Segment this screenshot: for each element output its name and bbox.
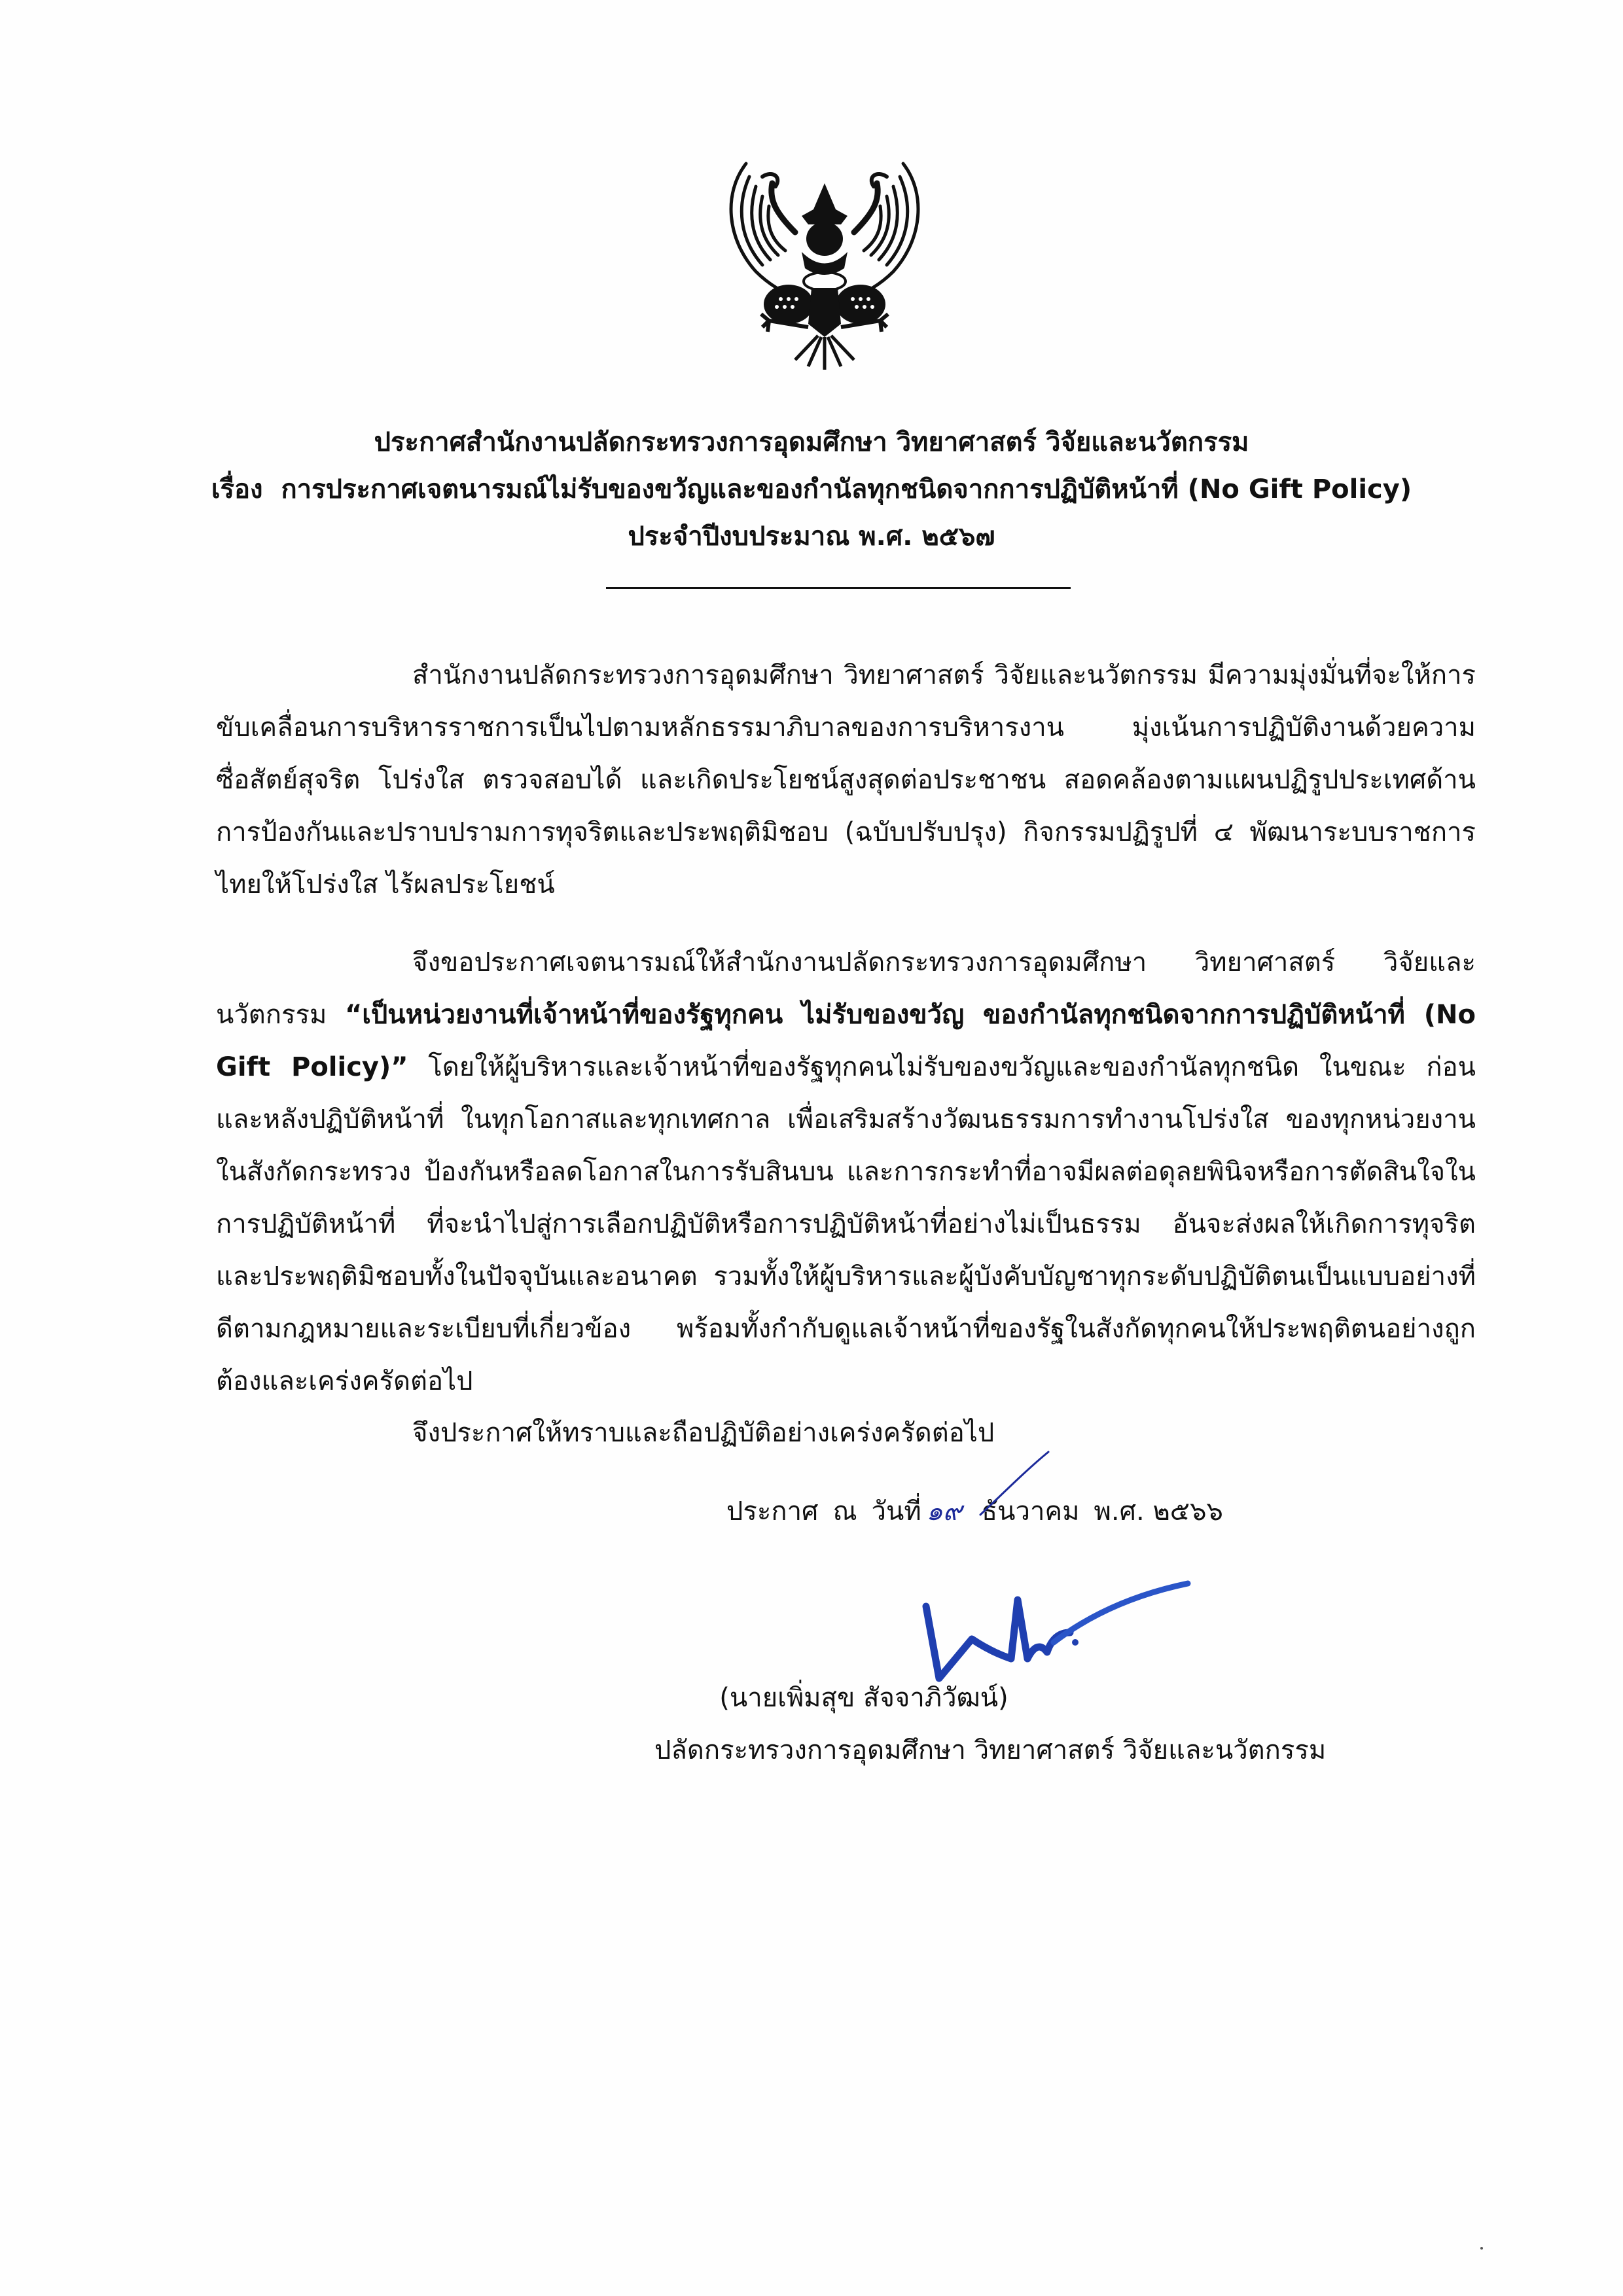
closing-statement: จึงประกาศให้ทราบและถือปฏิบัติอย่างเคร่งครัดต่อไป: [412, 1418, 995, 1448]
scan-speck: [1480, 2247, 1483, 2250]
subject-text: การประกาศเจตนารมณ์ไม่รับของขวัญและของกำนัลทุกชนิดจากการปฏิบัติหน้าที่ (No Gift Policy): [281, 474, 1412, 504]
date-prefix: ประกาศ: [726, 1496, 819, 1527]
title-divider: [606, 587, 1071, 589]
no-gift-policy-statement: “เป็นหน่วยงานที่เจ้าหน้าที่ของรัฐทุกคน ไม่รับของขวัญ ของกำนัลทุกชนิดจากการปฏิบัติหน้าที่ (No Gift Policy)”: [216, 1000, 1476, 1082]
announcement-title: [0, 419, 1623, 560]
signer-name: (นายเพิ่มสุข สัจจาภิวัฒน์): [719, 1683, 1008, 1713]
paragraph-2-rest: โดยให้ผู้บริหารและเจ้าหน้าที่ของรัฐทุกคนไม่รับของขวัญและของกำนัลทุกชนิด ในขณะ ก่อน และหลังปฏิบัติหน้าที่ ในทุกโอกาสและทุกเทศกาล เพื่อเสริมสร้างวัฒนธรรมการทำงานโปร่งใส ของทุกหน่วยงานในสังกัดกระทรวง ป้องกันหรือลดโอกาสในการรับสินบน และการกระทำที่อาจมีผลต่อดุลยพินิจหรือการตัดสินใจในการปฏิบัติหน้าที่ ที่จะนำไปสู่การเลือกปฏิบัติหรือการปฏิบัติหน้าที่อย่างไม่เป็นธรรม อันจะส่งผลให้เกิดการทุจริตและประพฤติมิชอบทั้งในปัจจุบันและอนาคต รวมทั้งให้ผู้บริหารและผู้บังคับบัญชาทุกระดับปฏิบัติตนเป็นแบบอย่างที่ดีตามกฎหมายและระเบียบที่เกี่ยวข้อง พร้อมทั้งกำกับดูแลเจ้าหน้าที่ของรัฐในสังกัดทุกคนให้ประพฤติตนอย่างถูกต้องและเคร่งครัดต่อไป: [216, 1052, 1476, 1396]
date-year: ๒๕๖๖: [1152, 1496, 1223, 1527]
paragraph-2-lead: จึงขอประกาศเจตนารมณ์ให้สำนักงานปลัดกระทรวงการอุดมศึกษา วิทยาศาสตร์ วิจัยและนวัตกรรม: [216, 947, 1476, 1030]
paragraph-intent: [216, 649, 1476, 911]
title-subject: [0, 466, 1623, 513]
signer-position: ปลัดกระทรวงการอุดมศึกษา วิทยาศาสตร์ วิจัยและนวัตกรรม: [654, 1735, 1327, 1765]
pen-stroke-icon: [975, 1449, 1054, 1521]
garuda-emblem-icon: [710, 147, 939, 373]
paragraph-declaration: [216, 936, 1476, 1407]
title-issuer: ประกาศสำนักงานปลัดกระทรวงการอุดมศึกษา วิทยาศาสตร์ วิจัยและนวัตกรรม: [374, 427, 1249, 457]
paragraph-2-text: [216, 936, 1476, 1407]
date-month: ธันวาคม: [981, 1496, 1080, 1527]
subject-label: เรื่อง: [211, 474, 263, 504]
date-day-label: วันที่: [871, 1496, 921, 1527]
paragraph-1-text: สำนักงานปลัดกระทรวงการอุดมศึกษา วิทยาศาสตร์ วิจัยและนวัตกรรม มีความมุ่งมั่นที่จะให้การขับเคลื่อนการบริหารราชการเป็นไปตามหลักธรรมาภิบาลของการบริหารงาน มุ่งเน้นการปฏิบัติงานด้วยความซื่อสัตย์สุจริต โปร่งใส ตรวจสอบได้ และเกิดประโยชน์สูงสุดต่อประชาชน สอดคล้องตามแผนปฏิรูปประเทศด้านการป้องกันและปราบปรามการทุจริตและประพฤติมิชอบ (ฉบับปรับปรุง) กิจกรรมปฏิรูปที่ ๔ พัฒนาระบบราชการไทยให้โปร่งใส ไร้ผลประโยชน์: [216, 660, 1476, 900]
date-at: ณ: [832, 1496, 857, 1527]
title-fiscal-year: ประจำปีงบประมาณ พ.ศ. ๒๕๖๗: [628, 521, 995, 552]
handwritten-day: ๑๙: [926, 1496, 963, 1527]
signature-icon: [913, 1561, 1221, 1685]
date-era: พ.ศ.: [1094, 1496, 1145, 1527]
